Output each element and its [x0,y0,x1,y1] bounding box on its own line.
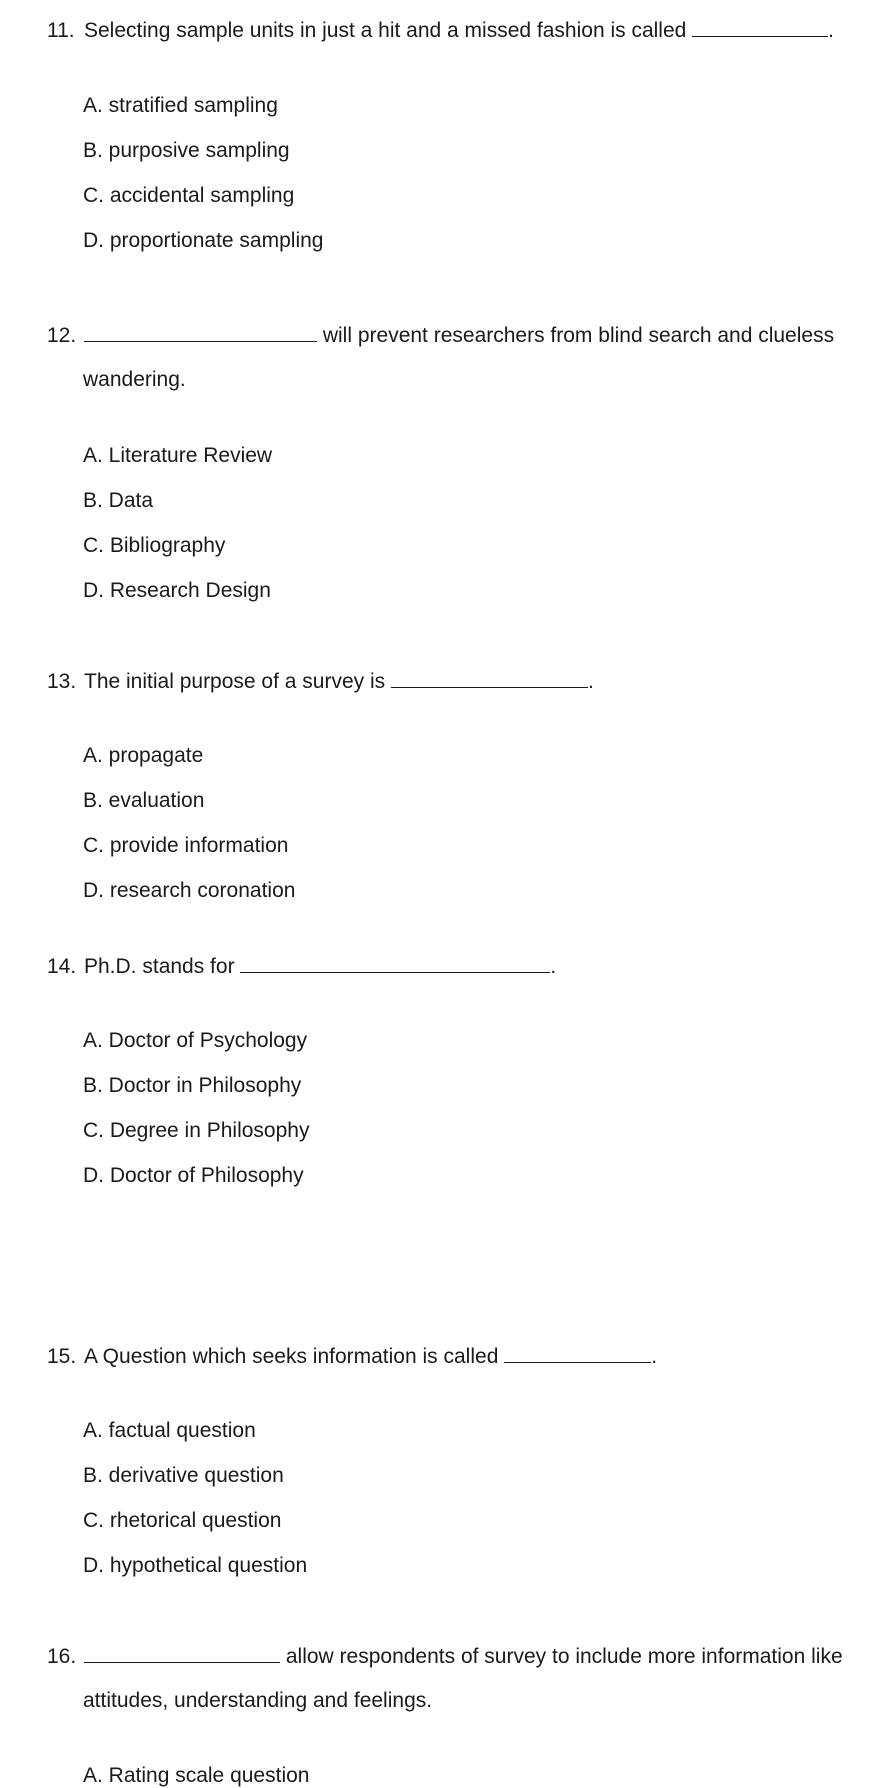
question-text: The initial purpose of a survey is [84,670,386,693]
question-text-continuation: wandering. [83,368,186,391]
question-11 [47,18,834,43]
option-c: C. accidental sampling [83,184,295,207]
option-b: B. derivative question [83,1464,284,1487]
option-b: B. purposive sampling [83,139,290,162]
question-14 [47,954,556,979]
option-a: A. propagate [83,744,204,767]
question-16 [47,1644,843,1669]
option-d: D. Doctor of Philosophy [83,1164,304,1187]
answer-blank [692,18,828,37]
answer-blank [84,1644,280,1663]
question-text-end: . [828,19,835,42]
question-text-continuation: attitudes, understanding and feelings. [83,1689,433,1712]
question-text-end: . [550,955,557,978]
answer-blank [240,954,550,973]
question-number: 14. [47,955,77,978]
option-b: B. Doctor in Philosophy [83,1074,302,1097]
option-b: B. evaluation [83,789,205,812]
question-number: 16. [47,1645,77,1668]
option-b: B. Data [83,489,154,512]
question-12 [47,323,834,348]
question-13 [47,669,594,694]
option-c: C. rhetorical question [83,1509,282,1532]
option-a: A. factual question [83,1419,256,1442]
question-text: allow respondents of survey to include more information like [285,1645,843,1668]
option-c: C. provide information [83,834,289,857]
option-d: D. proportionate sampling [83,229,324,252]
question-text-end: . [651,1345,658,1368]
question-text-end: . [588,670,594,693]
option-a: A. Rating scale question [83,1764,310,1787]
option-d: D. research coronation [83,879,296,902]
question-text: A Question which seeks information is called [84,1345,499,1368]
question-number: 13. [47,670,77,693]
option-d: D. hypothetical question [83,1554,308,1577]
question-15 [47,1344,657,1369]
option-a: A. stratified sampling [83,94,278,117]
question-text: Ph.D. stands for [84,955,235,978]
question-text: will prevent researchers from blind search and clueless [322,324,835,347]
option-a: A. Literature Review [83,444,273,467]
question-number: 15. [47,1345,77,1368]
option-c: C. Bibliography [83,534,226,557]
option-a: A. Doctor of Psychology [83,1029,308,1052]
option-d: D. Research Design [83,579,271,602]
answer-blank [84,323,317,342]
question-number: 11. [47,19,75,42]
option-c: C. Degree in Philosophy [83,1119,310,1142]
question-text: Selecting sample units in just a hit and a missed fashion is called [84,19,687,42]
answer-blank [504,1344,651,1363]
question-number: 12. [47,324,77,347]
answer-blank [391,669,588,688]
